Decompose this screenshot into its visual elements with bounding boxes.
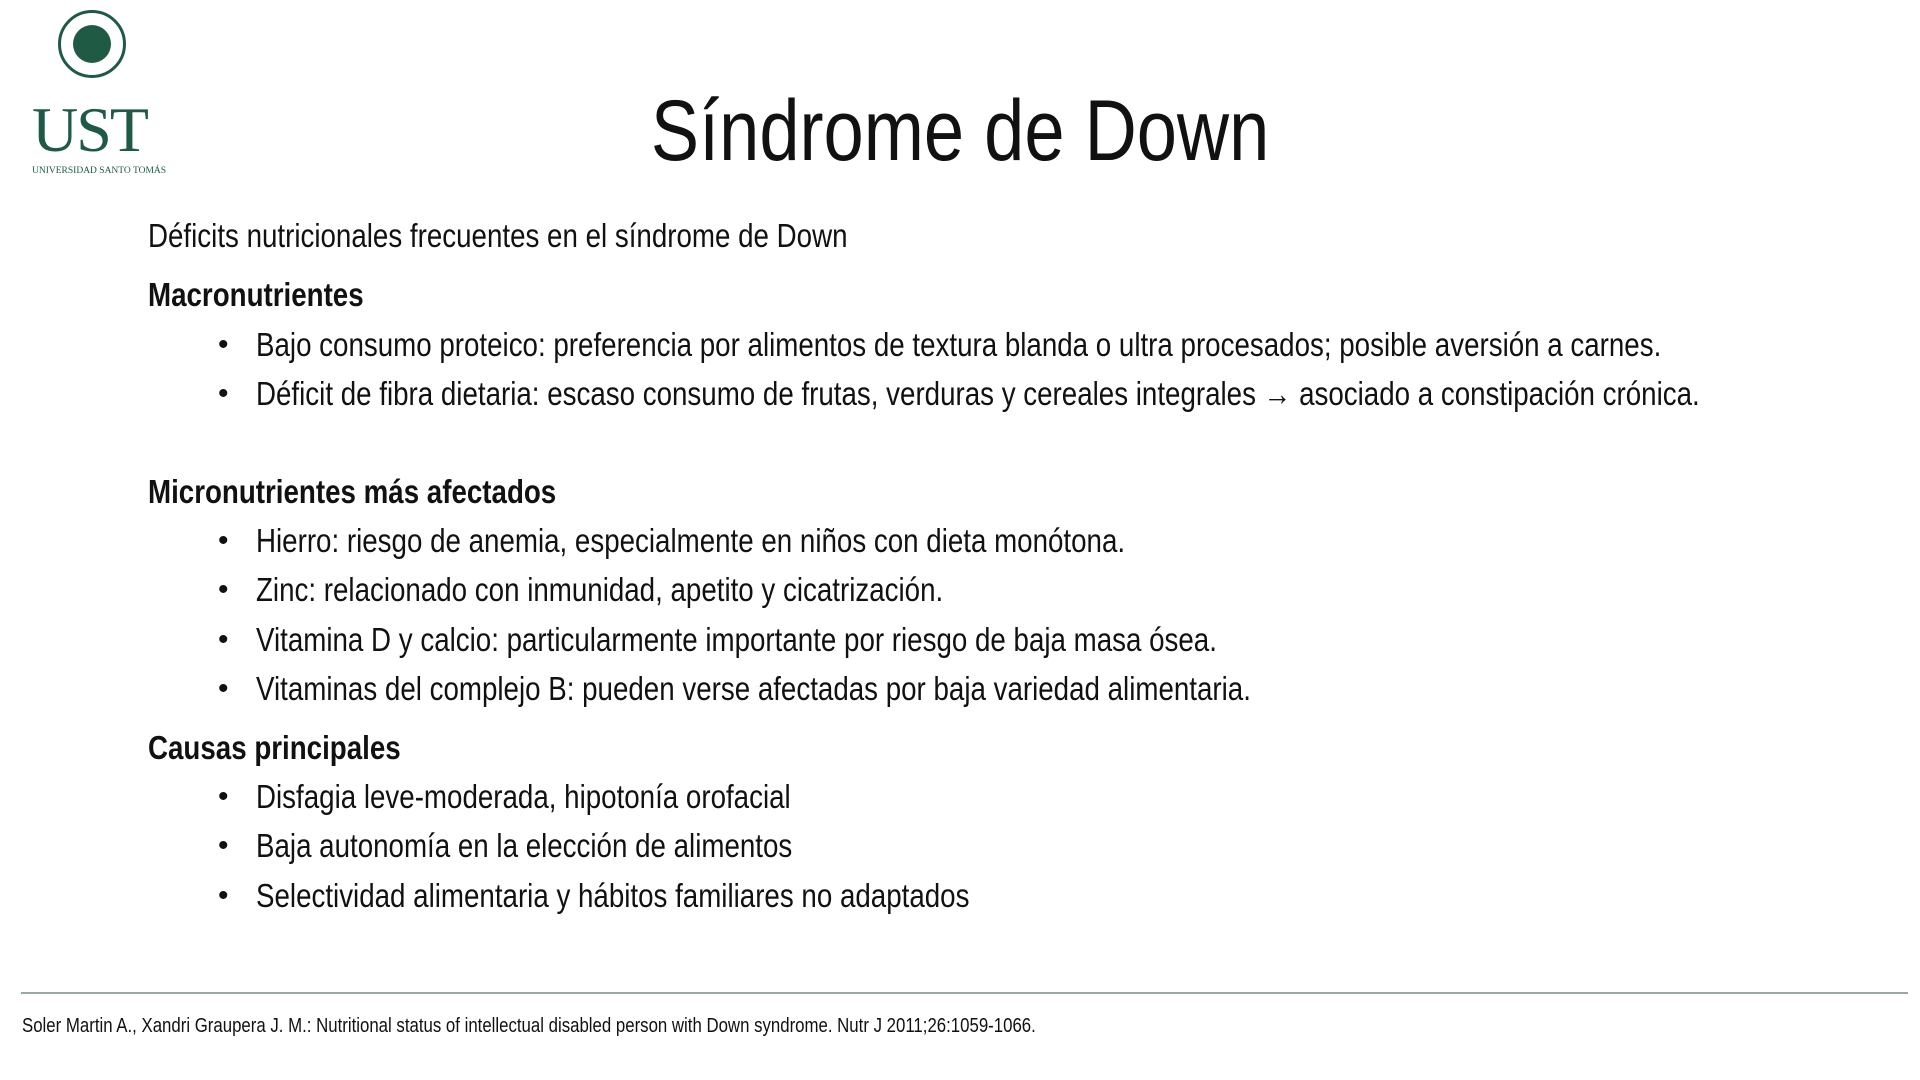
list-item: Vitaminas del complejo B: pueden verse afectadas por baja variedad alimentaria.	[256, 670, 1251, 707]
list-item: Bajo consumo proteico: preferencia por alimentos de textura blanda o ultra procesados; posible aversión a carnes.	[256, 326, 1662, 363]
list-item: Vitamina D y calcio: particularmente importante por riesgo de baja masa ósea.	[256, 621, 1217, 658]
bullet-icon: •	[218, 377, 229, 410]
intro-text: Déficits nutricionales frecuentes en el síndrome de Down	[148, 217, 848, 254]
section-heading: Micronutrientes más afectados	[148, 473, 557, 510]
section-heading: Macronutrientes	[148, 276, 364, 313]
footer-citation: Soler Martin A., Xandri Graupera J. M.: Nutritional status of intellectual disabled person with Down syndrome. Nutr J 2011;26:1059-1066.	[22, 1015, 1036, 1037]
bullet-icon: •	[218, 829, 229, 862]
list-item: Déficit de fibra dietaria: escaso consumo de frutas, verduras y cereales integrales → asociado a constipación crónica.	[256, 375, 1700, 412]
section-heading: Causas principales	[148, 729, 401, 766]
bullet-icon: •	[218, 879, 229, 912]
logo-text: UST	[32, 94, 147, 165]
list-item: Hierro: riesgo de anemia, especialmente en niños con dieta monótona.	[256, 522, 1126, 559]
bullet-icon: •	[218, 524, 229, 557]
bullet-icon: •	[218, 672, 229, 705]
bullet-icon: •	[218, 573, 229, 606]
list-item: Zinc: relacionado con inmunidad, apetito y cicatrización.	[256, 571, 944, 608]
seal-icon	[58, 10, 126, 78]
bullet-icon: •	[218, 780, 229, 813]
bullet-icon: •	[218, 328, 229, 361]
list-item: Baja autonomía en la elección de alimentos	[256, 827, 793, 864]
page-title: Síndrome de Down	[650, 83, 1270, 179]
footer-divider	[21, 992, 1908, 994]
list-item: Selectividad alimentaria y hábitos familiares no adaptados	[256, 877, 970, 914]
bullet-icon: •	[218, 623, 229, 656]
list-item: Disfagia leve-moderada, hipotonía orofacial	[256, 778, 791, 815]
logo-subtitle: UNIVERSIDAD SANTO TOMÁS	[32, 166, 167, 176]
